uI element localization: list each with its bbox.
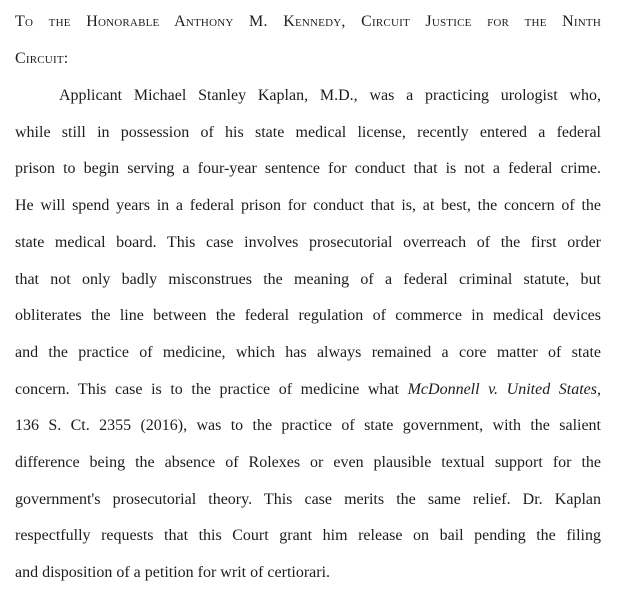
paragraph-line-13: respectfully requests that this Court grant him release on bail pending the filing [15,527,601,544]
paragraph-line-2: while still in possession of his state medical license, recently entered a federal [15,124,601,141]
paragraph-line-3: prison to begin serving a four-year sentence for conduct that is not a federal crime. [15,160,601,177]
paragraph-line-6: that not only badly misconstrues the meaning of a federal criminal statute, but [15,271,601,288]
paragraph-line-12: government's prosecutorial theory. This case merits the same relief. Dr. Kaplan [15,491,601,508]
paragraph-line-8: and the practice of medicine, which has always remained a core matter of state [15,344,601,361]
case-citation-italic: McDonnell v. United States, [407,381,602,398]
address-line-1: To the Honorable Anthony M. Kennedy, Circuit Justice for the Ninth [15,13,601,30]
paragraph-line-9-text: concern. This case is to the practice of medicine what [15,381,408,398]
paragraph-line-7: obliterates the line between the federal regulation of commerce in medical devices [15,307,601,324]
paragraph-line-10: 136 S. Ct. 2355 (2016), was to the practice of state government, with the salient [15,417,601,434]
paragraph-line-1: Applicant Michael Stanley Kaplan, M.D., was a practicing urologist who, [59,87,601,104]
paragraph-line-9 [15,378,601,402]
paragraph-line-5: state medical board. This case involves prosecutorial overreach of the first order [15,234,601,251]
paragraph-line-4: He will spend years in a federal prison for conduct that is, at best, the concern of the [15,197,601,214]
paragraph-line-11: difference being the absence of Rolexes or even plausible textual support for the [15,454,601,471]
address-line-2: Circuit: [15,50,69,67]
paragraph-line-14: and disposition of a petition for writ of certiorari. [15,564,331,581]
